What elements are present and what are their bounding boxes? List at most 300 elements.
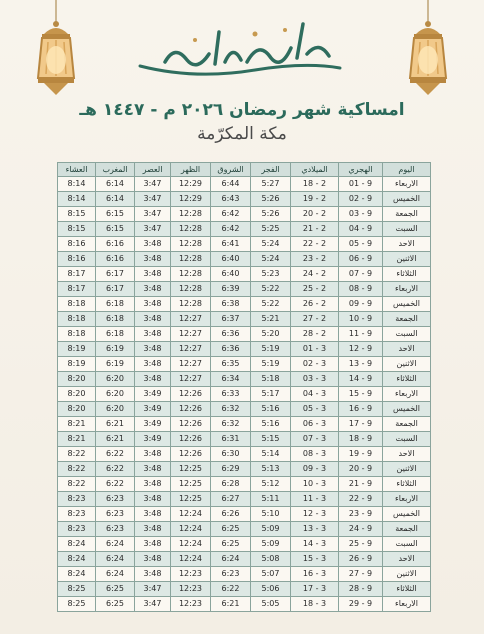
table-cell: 6:23 [211,567,251,582]
table-cell: 19 - 9 [339,447,383,462]
table-cell: 14 - 3 [291,537,339,552]
table-cell: الخميس [383,507,431,522]
table-cell: 8:16 [58,252,96,267]
table-cell: الخميس [383,297,431,312]
table-cell: 5:16 [251,402,291,417]
table-cell: 04 - 3 [291,387,339,402]
table-row [58,402,431,417]
table-cell: 3:48 [135,327,171,342]
table-cell: 6:15 [96,222,135,237]
table-row [58,477,431,492]
table-cell: 3:48 [135,312,171,327]
table-cell: 8:14 [58,192,96,207]
table-cell: 12:28 [171,207,211,222]
table-cell: 12:26 [171,387,211,402]
table-cell: 6:18 [96,312,135,327]
table-cell: 12:23 [171,567,211,582]
lantern-left-icon [30,0,82,110]
table-cell: 6:21 [96,432,135,447]
table-cell: 6:42 [211,222,251,237]
table-cell: 5:22 [251,282,291,297]
table-cell: 3:47 [135,192,171,207]
table-cell: 6:33 [211,387,251,402]
table-cell: 3:48 [135,282,171,297]
table-cell: 8:18 [58,297,96,312]
table-cell: 18 - 2 [291,177,339,192]
table-cell: 5:11 [251,492,291,507]
table-cell: 02 - 3 [291,357,339,372]
table-cell: 16 - 9 [339,402,383,417]
table-cell: 6:21 [96,417,135,432]
table-cell: 6:27 [211,492,251,507]
table-cell: 12:29 [171,192,211,207]
table-row [58,582,431,597]
table-cell: الاثنين [383,252,431,267]
table-cell: 5:26 [251,207,291,222]
table-cell: 12:28 [171,252,211,267]
table-cell: 8:25 [58,582,96,597]
table-cell: 5:14 [251,447,291,462]
table-cell: الثلاثاء [383,267,431,282]
table-cell: 28 - 2 [291,327,339,342]
table-cell: 3:48 [135,462,171,477]
table-row [58,357,431,372]
table-cell: 8:17 [58,282,96,297]
table-cell: 23 - 9 [339,507,383,522]
table-cell: 8:15 [58,222,96,237]
table-cell: 12:24 [171,522,211,537]
table-cell: 5:12 [251,477,291,492]
table-cell: 06 - 3 [291,417,339,432]
table-cell: 8:18 [58,312,96,327]
table-cell: 6:23 [96,507,135,522]
table-cell: 8:23 [58,492,96,507]
table-cell: 14 - 9 [339,372,383,387]
table-cell: 5:17 [251,387,291,402]
table-cell: 12:24 [171,552,211,567]
table-row [58,327,431,342]
table-row [58,207,431,222]
table-cell: 12:27 [171,312,211,327]
table-row [58,342,431,357]
table-cell: 07 - 9 [339,267,383,282]
column-header: الشروق [211,163,251,177]
table-cell: 6:39 [211,282,251,297]
table-cell: 24 - 2 [291,267,339,282]
table-cell: 05 - 9 [339,237,383,252]
table-cell: الاربعاء [383,177,431,192]
table-cell: الاحد [383,237,431,252]
table-cell: 6:37 [211,312,251,327]
table-cell: 08 - 9 [339,282,383,297]
table-cell: 6:20 [96,387,135,402]
table-cell: 6:41 [211,237,251,252]
table-cell: 12:27 [171,327,211,342]
table-cell: 5:25 [251,222,291,237]
table-cell: 6:17 [96,267,135,282]
table-cell: 6:30 [211,447,251,462]
table-row [58,462,431,477]
table-cell: 12:28 [171,222,211,237]
table-cell: 16 - 3 [291,567,339,582]
table-cell: 5:09 [251,522,291,537]
table-cell: الاربعاء [383,387,431,402]
table-cell: 5:19 [251,357,291,372]
table-cell: 3:48 [135,567,171,582]
table-row [58,282,431,297]
table-cell: 5:06 [251,582,291,597]
table-cell: 8:23 [58,507,96,522]
table-cell: 3:48 [135,297,171,312]
table-row [58,552,431,567]
table-cell: 3:48 [135,507,171,522]
table-cell: 8:17 [58,267,96,282]
table-cell: 19 - 2 [291,192,339,207]
table-cell: 01 - 3 [291,342,339,357]
table-cell: الخميس [383,402,431,417]
table-cell: 3:47 [135,207,171,222]
table-cell: 6:36 [211,327,251,342]
table-cell: 8:21 [58,432,96,447]
table-cell: 20 - 2 [291,207,339,222]
table-cell: 12:23 [171,597,211,612]
table-cell: 5:15 [251,432,291,447]
table-row [58,522,431,537]
table-cell: 5:20 [251,327,291,342]
table-cell: 8:24 [58,552,96,567]
table-cell: 6:42 [211,207,251,222]
table-cell: 3:49 [135,417,171,432]
table-cell: 10 - 3 [291,477,339,492]
table-cell: الجمعة [383,312,431,327]
table-cell: 3:47 [135,222,171,237]
table-cell: 05 - 3 [291,402,339,417]
table-cell: 6:29 [211,462,251,477]
table-row [58,432,431,447]
table-cell: 8:16 [58,237,96,252]
table-cell: 02 - 9 [339,192,383,207]
table-cell: 3:48 [135,447,171,462]
table-cell: 8:18 [58,327,96,342]
table-cell: 21 - 2 [291,222,339,237]
table-cell: 8:22 [58,462,96,477]
table-cell: الثلاثاء [383,582,431,597]
table-cell: 08 - 3 [291,447,339,462]
table-cell: 3:48 [135,357,171,372]
column-header: الهجري [339,163,383,177]
table-row [58,372,431,387]
table-cell: 5:05 [251,597,291,612]
lantern-right-icon [402,0,454,110]
table-cell: 6:17 [96,282,135,297]
table-cell: 3:49 [135,402,171,417]
table-cell: 3:48 [135,372,171,387]
table-cell: 12:24 [171,537,211,552]
table-cell: 5:09 [251,537,291,552]
table-row [58,447,431,462]
table-cell: 3:48 [135,267,171,282]
table-cell: 27 - 9 [339,567,383,582]
table-cell: 8:19 [58,342,96,357]
table-cell: 6:16 [96,237,135,252]
table-cell: السبت [383,432,431,447]
table-row [58,192,431,207]
table-cell: 5:26 [251,192,291,207]
table-cell: 6:14 [96,192,135,207]
table-cell: الاحد [383,552,431,567]
table-cell: 6:25 [96,597,135,612]
table-cell: 29 - 9 [339,597,383,612]
table-cell: 6:26 [211,507,251,522]
table-cell: 15 - 9 [339,387,383,402]
table-header-row [58,163,431,177]
table-cell: 6:38 [211,297,251,312]
table-cell: الثلاثاء [383,372,431,387]
table-cell: 6:16 [96,252,135,267]
table-cell: 03 - 9 [339,207,383,222]
table-body [58,177,431,612]
table-cell: 8:20 [58,372,96,387]
table-cell: 5:22 [251,297,291,312]
table-cell: 6:40 [211,252,251,267]
table-cell: 6:34 [211,372,251,387]
table-cell: الاحد [383,342,431,357]
table-cell: الاربعاء [383,492,431,507]
table-cell: 28 - 9 [339,582,383,597]
table-cell: 8:22 [58,477,96,492]
table-cell: 6:25 [96,582,135,597]
table-row [58,507,431,522]
column-header: الفجر [251,163,291,177]
table-cell: 12:28 [171,282,211,297]
table-cell: 3:48 [135,342,171,357]
table-cell: 12:24 [171,507,211,522]
table-cell: 26 - 9 [339,552,383,567]
table-cell: 17 - 9 [339,417,383,432]
table-cell: 12 - 3 [291,507,339,522]
table-cell: الاحد [383,447,431,462]
table-cell: 5:10 [251,507,291,522]
table-cell: 6:20 [96,402,135,417]
table-cell: 3:48 [135,492,171,507]
table-row [58,387,431,402]
table-cell: 6:19 [96,342,135,357]
table-cell: 12:28 [171,237,211,252]
table-cell: الاربعاء [383,597,431,612]
table-cell: 6:18 [96,327,135,342]
table-cell: 3:48 [135,237,171,252]
table-cell: الاربعاء [383,282,431,297]
table-cell: 6:36 [211,342,251,357]
table-cell: 25 - 2 [291,282,339,297]
table-cell: 09 - 9 [339,297,383,312]
table-row [58,177,431,192]
table-cell: 20 - 9 [339,462,383,477]
table-cell: 6:22 [211,582,251,597]
column-header: اليوم [383,163,431,177]
table-cell: 6:23 [96,492,135,507]
table-cell: 5:13 [251,462,291,477]
table-cell: السبت [383,327,431,342]
table-cell: 3:48 [135,522,171,537]
table-cell: 12:26 [171,447,211,462]
table-cell: 12:29 [171,177,211,192]
table-cell: 12:28 [171,297,211,312]
table-row [58,492,431,507]
table-cell: 22 - 9 [339,492,383,507]
column-header: الميلادي [291,163,339,177]
table-cell: 3:48 [135,252,171,267]
table-cell: 8:22 [58,447,96,462]
table-cell: 8:21 [58,417,96,432]
table-cell: 6:22 [96,462,135,477]
table-cell: 6:19 [96,357,135,372]
table-row [58,597,431,612]
table-cell: 12:26 [171,417,211,432]
table-cell: الجمعة [383,417,431,432]
table-cell: الاثنين [383,462,431,477]
location-subtitle: مكة المكرّمة [197,124,287,144]
table-cell: 6:22 [96,447,135,462]
table-row [58,267,431,282]
table-cell: 01 - 9 [339,177,383,192]
table-cell: 8:25 [58,597,96,612]
table-cell: الخميس [383,192,431,207]
table-cell: 25 - 9 [339,537,383,552]
table-cell: 12:26 [171,432,211,447]
table-cell: 12:25 [171,477,211,492]
table-cell: 12:23 [171,582,211,597]
table-row [58,237,431,252]
column-header: المغرب [96,163,135,177]
table-cell: 6:43 [211,192,251,207]
table-cell: 6:15 [96,207,135,222]
table-cell: 8:24 [58,567,96,582]
table-cell: 6:32 [211,402,251,417]
table-cell: 8:20 [58,387,96,402]
table-cell: 6:24 [96,537,135,552]
table-cell: 12 - 9 [339,342,383,357]
table-cell: 12:25 [171,492,211,507]
table-cell: 6:20 [96,372,135,387]
table-cell: 6:31 [211,432,251,447]
table-cell: 8:23 [58,522,96,537]
table-cell: 3:49 [135,387,171,402]
table-cell: 13 - 3 [291,522,339,537]
table-cell: 6:22 [96,477,135,492]
table-cell: 5:24 [251,237,291,252]
table-cell: 6:44 [211,177,251,192]
table-cell: 3:47 [135,582,171,597]
table-cell: 17 - 3 [291,582,339,597]
table-cell: 5:24 [251,252,291,267]
column-header: العصر [135,163,171,177]
table-cell: الجمعة [383,522,431,537]
table-cell: 5:23 [251,267,291,282]
table-cell: السبت [383,222,431,237]
table-cell: 21 - 9 [339,477,383,492]
table-cell: 5:07 [251,567,291,582]
table-cell: 6:21 [211,597,251,612]
table-row [58,297,431,312]
table-cell: 12:27 [171,357,211,372]
table-cell: 3:49 [135,432,171,447]
imsakiya-table [57,162,431,612]
table-cell: 8:19 [58,357,96,372]
table-cell: 12:27 [171,372,211,387]
table-cell: 3:48 [135,537,171,552]
table-cell: 6:40 [211,267,251,282]
table-cell: 6:24 [96,567,135,582]
table-cell: 6:35 [211,357,251,372]
table-cell: 26 - 2 [291,297,339,312]
table-cell: 3:47 [135,177,171,192]
table-cell: 22 - 2 [291,237,339,252]
table-cell: الثلاثاء [383,477,431,492]
table-cell: 06 - 9 [339,252,383,267]
table-cell: 15 - 3 [291,552,339,567]
table-cell: 5:27 [251,177,291,192]
table-cell: 07 - 3 [291,432,339,447]
table-cell: 6:24 [96,552,135,567]
table-cell: 6:24 [211,552,251,567]
table-cell: الاثنين [383,357,431,372]
table-cell: 5:08 [251,552,291,567]
page-title: امساكية شهر رمضان ٢٠٢٦ م - ١٤٤٧ هـ [79,100,405,120]
table-cell: 8:14 [58,177,96,192]
table-cell: 3:48 [135,477,171,492]
table-cell: 12:28 [171,267,211,282]
table-row [58,252,431,267]
table-cell: 8:24 [58,537,96,552]
ramadan-kareem-logo [135,14,350,84]
table-cell: 3:48 [135,552,171,567]
table-row [58,537,431,552]
table-row [58,312,431,327]
table-cell: 11 - 9 [339,327,383,342]
table-cell: السبت [383,537,431,552]
column-header: العشاء [58,163,96,177]
table-cell: 5:21 [251,312,291,327]
table-cell: 6:28 [211,477,251,492]
table-cell: 10 - 9 [339,312,383,327]
table-cell: 6:25 [211,537,251,552]
table-cell: 8:15 [58,207,96,222]
table-cell: 3:47 [135,597,171,612]
table-cell: الاثنين [383,567,431,582]
table-cell: 04 - 9 [339,222,383,237]
table-cell: 8:20 [58,402,96,417]
table-row [58,567,431,582]
table-cell: 6:14 [96,177,135,192]
table-cell: الجمعة [383,207,431,222]
table-cell: 13 - 9 [339,357,383,372]
column-header: الظهر [171,163,211,177]
table-row [58,222,431,237]
table-cell: 24 - 9 [339,522,383,537]
table-cell: 12:26 [171,402,211,417]
table-cell: 12:25 [171,462,211,477]
table-cell: 09 - 3 [291,462,339,477]
table-cell: 27 - 2 [291,312,339,327]
table-cell: 12:27 [171,342,211,357]
table-cell: 6:32 [211,417,251,432]
table-cell: 5:16 [251,417,291,432]
table-cell: 03 - 3 [291,372,339,387]
table-cell: 5:19 [251,342,291,357]
table-cell: 6:25 [211,522,251,537]
imsakiya-table-container [57,162,430,612]
